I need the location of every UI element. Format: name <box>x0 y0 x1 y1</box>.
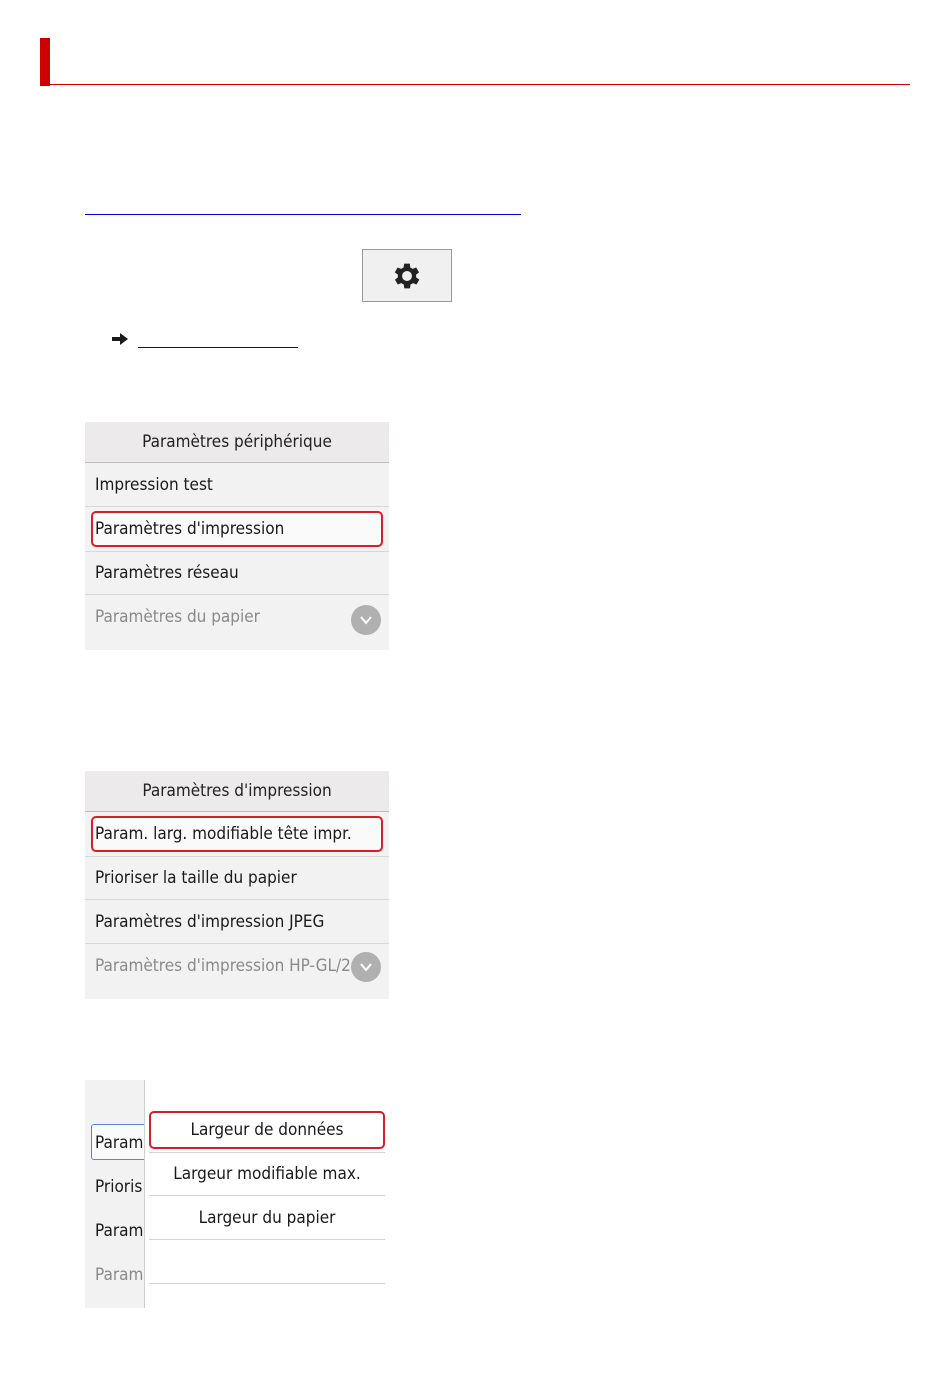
menu-item-head-width[interactable] <box>85 812 389 856</box>
background-item: Param <box>95 1221 144 1241</box>
chevron-down-icon <box>358 612 374 628</box>
menu-item-label: Paramètres d'impression HP-GL/2 <box>95 956 351 976</box>
home-screen-link[interactable] <box>85 214 521 215</box>
menu-item-label: Param. larg. modifiable tête impr. <box>95 823 352 844</box>
menu-item-label: Paramètres d'impression <box>95 518 285 539</box>
menu-item-test-print[interactable] <box>85 463 389 507</box>
option-paper-width[interactable] <box>149 1196 385 1240</box>
screen-device-settings <box>85 422 389 650</box>
menu-item-hpgl-settings[interactable] <box>85 944 389 988</box>
scroll-down-button[interactable] <box>351 605 381 635</box>
menu-item-label: Paramètres d'impression JPEG <box>95 911 325 932</box>
menu-item-paper-size-priority[interactable] <box>85 856 389 900</box>
menu-item-label: Paramètres réseau <box>95 563 239 583</box>
section-header-rule <box>40 84 910 85</box>
background-item: Prioris <box>95 1177 143 1197</box>
background-item: Param <box>95 1133 144 1153</box>
menu-item-label: Prioriser la taille du papier <box>95 868 297 888</box>
option-max-modifiable-width[interactable] <box>149 1152 385 1196</box>
option-label: Largeur modifiable max. <box>173 1164 361 1184</box>
screen-print-settings <box>85 771 389 999</box>
screen-width-options <box>85 1080 389 1308</box>
screen-title: Paramètres périphérique <box>85 422 389 463</box>
menu-item-network-settings[interactable] <box>85 551 389 595</box>
chevron-down-icon <box>358 959 374 975</box>
section-header-marker <box>40 38 50 86</box>
menu-item-label: Paramètres du papier <box>95 607 260 627</box>
option-empty <box>149 1240 385 1284</box>
gear-icon <box>390 259 424 293</box>
option-label: Largeur de données <box>190 1119 344 1140</box>
option-data-width[interactable] <box>149 1108 385 1152</box>
scroll-down-button[interactable] <box>351 952 381 982</box>
screen-title: Paramètres d'impression <box>85 771 389 812</box>
options-popup <box>144 1080 389 1308</box>
option-label: Largeur du papier <box>198 1207 336 1228</box>
reference-link-underline <box>138 347 298 348</box>
background-item: Param <box>95 1265 144 1285</box>
arrow-right-icon <box>112 332 130 346</box>
menu-item-label: Impression test <box>95 474 213 495</box>
menu-item-jpeg-settings[interactable] <box>85 900 389 944</box>
settings-button[interactable] <box>362 249 452 302</box>
menu-item-paper-settings[interactable] <box>85 595 389 639</box>
reference-link[interactable] <box>112 330 298 348</box>
menu-item-print-settings[interactable] <box>85 507 389 551</box>
